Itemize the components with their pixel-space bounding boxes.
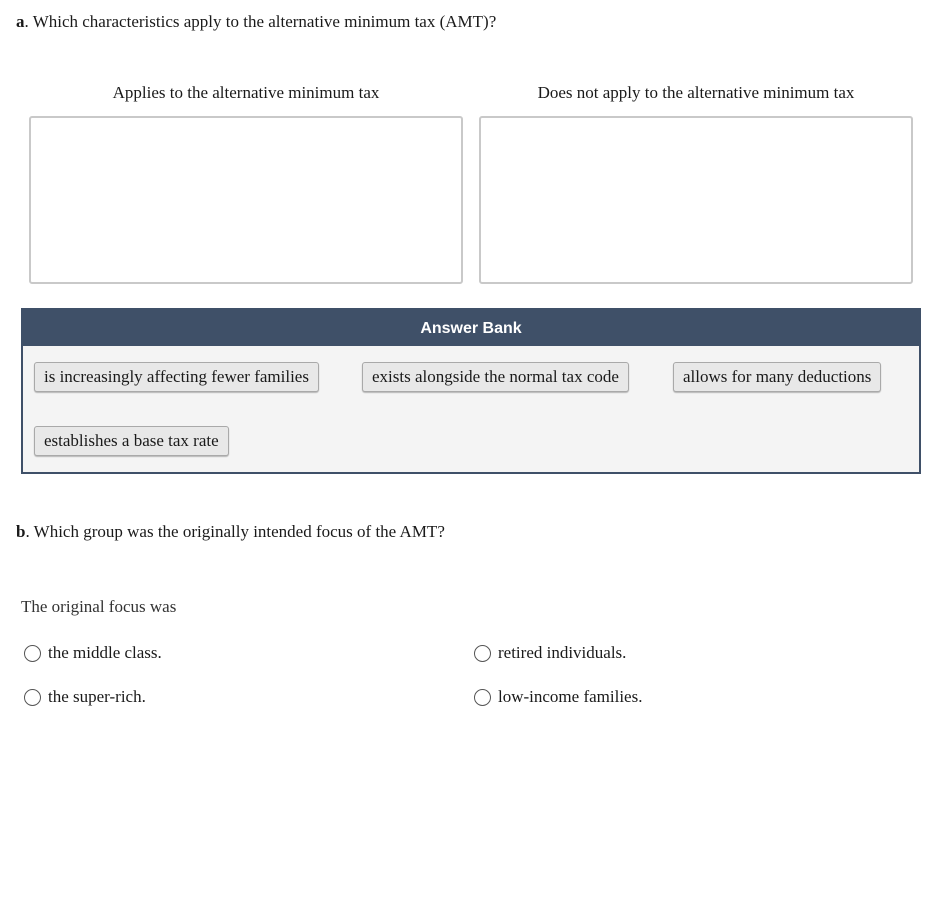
answer-bank: [21, 308, 921, 474]
drop-zone-applies[interactable]: [29, 116, 463, 284]
option-label-super-rich: the super-rich.: [48, 687, 146, 706]
option-label-low-income-families: low-income families.: [498, 687, 643, 706]
radio-button-low-income-families[interactable]: [474, 689, 491, 706]
option-super-rich[interactable]: [24, 687, 146, 707]
option-label-retired-individuals: retired individuals.: [498, 643, 627, 662]
question-b-text: . Which group was the originally intended focus of the AMT?: [25, 522, 445, 541]
answer-chip-alongside-tax-code[interactable]: exists alongside the normal tax code: [362, 362, 629, 392]
column-heading-applies: Applies to the alternative minimum tax: [112, 83, 380, 102]
answer-chip-base-tax-rate[interactable]: establishes a base tax rate: [34, 426, 229, 456]
answer-bank-title: Answer Bank: [23, 310, 919, 346]
question-a-letter: a: [16, 12, 25, 31]
answer-chip-fewer-families[interactable]: is increasingly affecting fewer families: [34, 362, 319, 392]
option-retired-individuals[interactable]: [474, 643, 626, 663]
radio-button-retired-individuals[interactable]: [474, 645, 491, 662]
radio-button-middle-class[interactable]: [24, 645, 41, 662]
question-b-letter: b: [16, 522, 26, 541]
option-middle-class[interactable]: [24, 643, 162, 663]
column-heading-does-not-apply: Does not apply to the alternative minimum tax: [537, 83, 855, 102]
question-b: [16, 522, 445, 542]
drop-zone-does-not-apply[interactable]: [479, 116, 913, 284]
option-label-middle-class: the middle class.: [48, 643, 162, 662]
answer-chip-many-deductions[interactable]: allows for many deductions: [673, 362, 881, 392]
question-a: [16, 12, 496, 32]
radio-button-super-rich[interactable]: [24, 689, 41, 706]
option-low-income-families[interactable]: [474, 687, 642, 707]
question-a-text: . Which characteristics apply to the alternative minimum tax (AMT)?: [24, 12, 497, 31]
focus-prompt: The original focus was: [21, 597, 177, 616]
